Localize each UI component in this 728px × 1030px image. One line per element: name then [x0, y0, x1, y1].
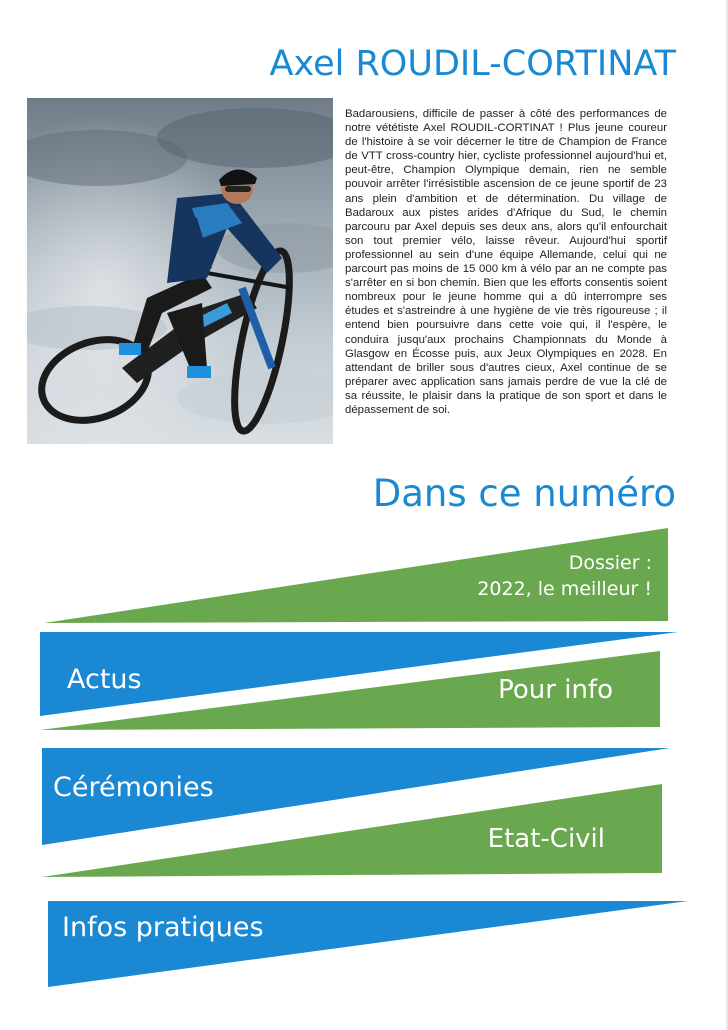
article-text: Badarousiens, difficile de passer à côté des performances de notre vététiste Axel ROUDIL-CORTINAT ! Plus jeune coureur de l'histoire à se voir décerner le titre de Champion de France de VTT cross-country hier, cycliste professionnel aujourd'hui et, peut-être, Champion Olympique demain, rien ne semble pouvoir arrêter l'irrésistible ascension de ce jeune sportif de 23 ans plein d'ambition et de détermination. Du village de Badaroux aux pistes arides d'Afrique du Sud, le chemin parcouru par Axel depuis ses deux ans, alors qu'il enfourchait son tout premier vélo, laisse rêveur. Aujourd'hui sportif professionnel au sein d'une équipe Allemande, celui qui ne parcourt pas moins de 15 000 km à vélo par an ne compte pas s'arrêter en si bon chemin. Bien que les efforts consentis soient nombreux pour le jeune homme qui a dû interrompre ses études et s'astreindre à une hygiène de vie très rigoureuse ; il entend bien poursuivre dans cette voie qui, il l'espère, le conduira jusqu'aux prochains Championnats du Monde à Glasgow en Écosse puis, aux Jeux Olympiques en 2028. En attendant de briller sous d'autres cieux, Axel continue de se préparer avec application sans jamais perdre de vue la clé de sa réussite, le plaisir dans la pratique de son sport et dans le dépassement de soi. [345, 108, 667, 416]
page-title: Axel ROUDIL-CORTINAT [269, 44, 676, 84]
infos-pratiques-label[interactable]: Infos pratiques [62, 912, 264, 943]
ceremonies-label[interactable]: Cérémonies [53, 772, 214, 803]
section-title: Dans ce numéro [372, 472, 676, 515]
pour-info-label[interactable]: Pour info [498, 675, 613, 705]
actus-label[interactable]: Actus [67, 664, 142, 695]
etat-civil-label[interactable]: Etat-Civil [487, 824, 605, 854]
dossier-label[interactable] [477, 550, 652, 602]
dossier-line-1: Dossier : [568, 552, 652, 574]
dossier-line-2: 2022, le meilleur ! [477, 578, 652, 600]
